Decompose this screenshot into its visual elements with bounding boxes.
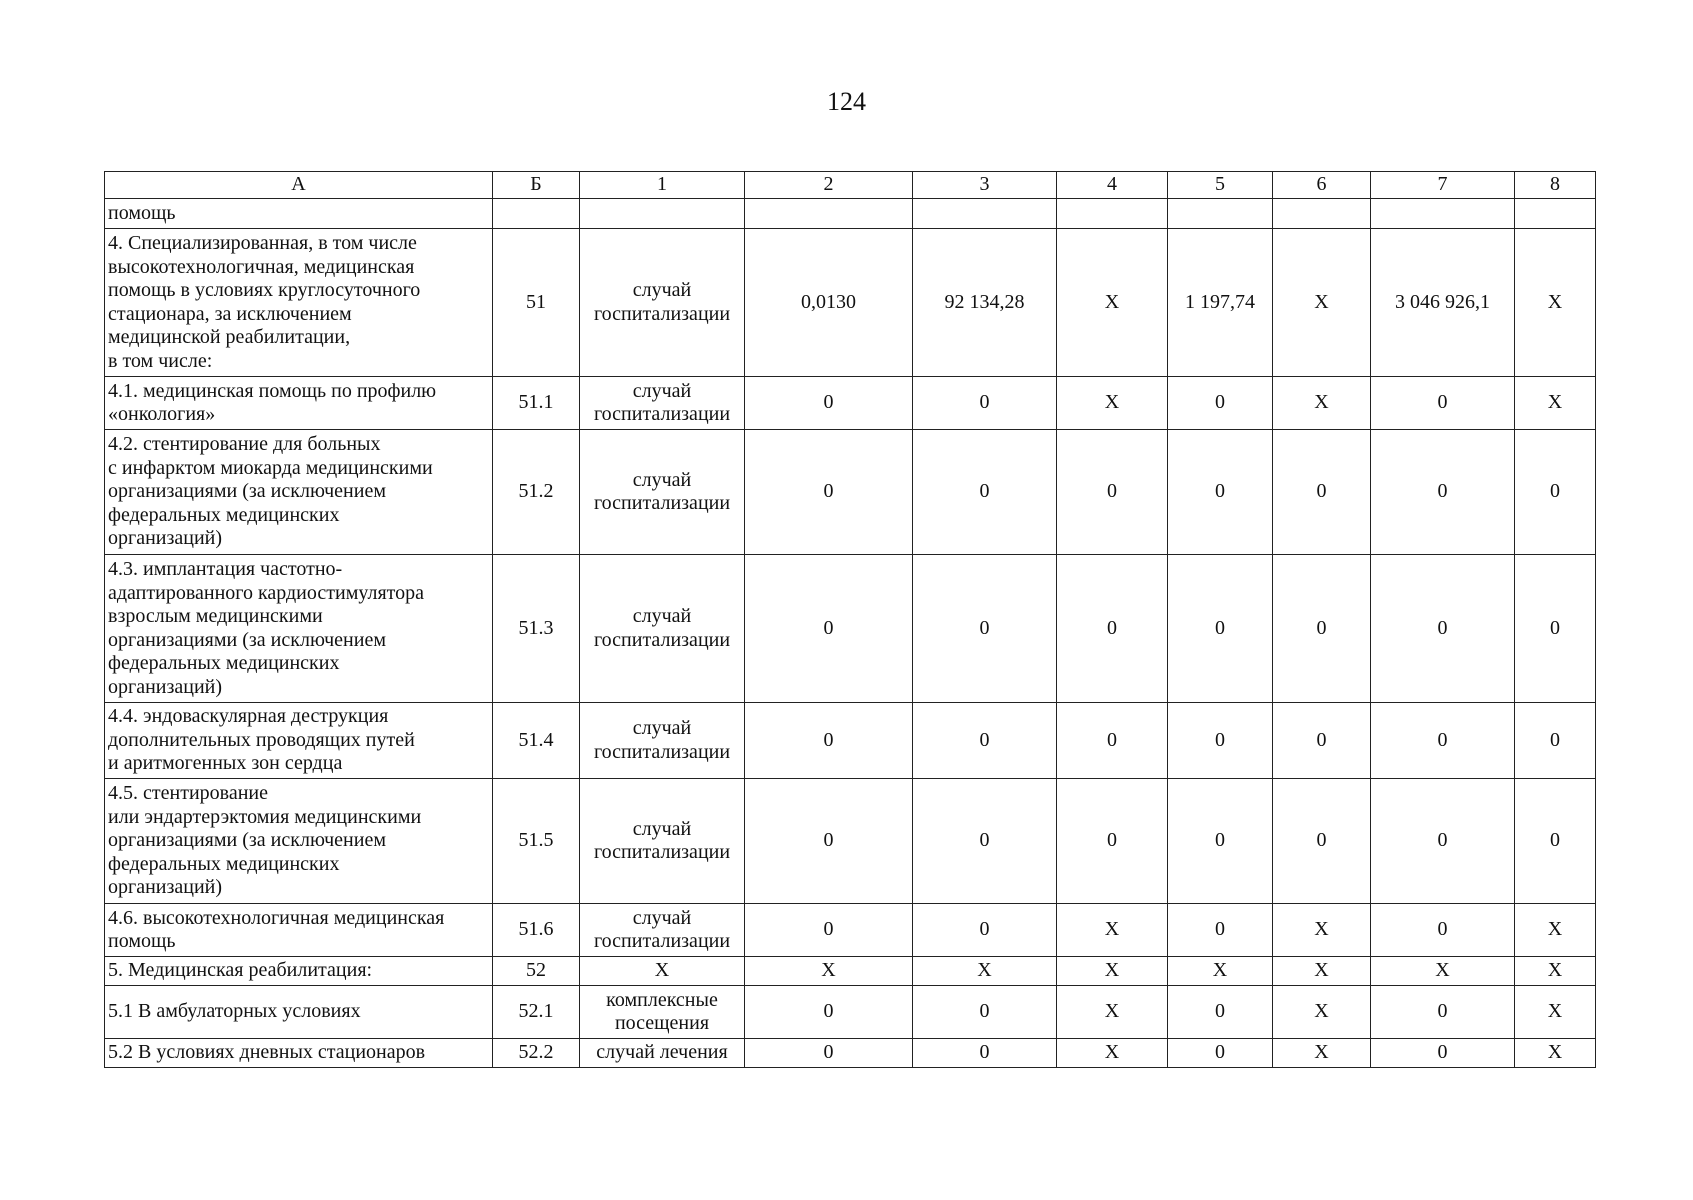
value-cell-4: 0 — [1057, 703, 1168, 779]
table-row — [105, 1039, 1596, 1068]
row-name-cell: 5.2 В условиях дневных стационаров — [105, 1039, 493, 1068]
table-row — [105, 904, 1596, 957]
value-cell-7: 0 — [1371, 1039, 1515, 1068]
value-cell-3: X — [913, 957, 1057, 986]
value-cell-5: 0 — [1168, 904, 1273, 957]
table-row — [105, 377, 1596, 430]
value-cell-8: 0 — [1515, 703, 1596, 779]
table-row — [105, 555, 1596, 703]
row-unit-cell: случай госпитализации — [580, 430, 745, 555]
table-row — [105, 957, 1596, 986]
value-cell-7: 0 — [1371, 904, 1515, 957]
table-header-row — [105, 172, 1596, 199]
row-code-cell: 52.2 — [493, 1039, 580, 1068]
value-cell-4: X — [1057, 904, 1168, 957]
row-name-cell: 4.4. эндоваскулярная деструкция дополнительных проводящих путей и аритмогенных зон сердца — [105, 703, 493, 779]
empty-cell — [493, 199, 580, 229]
table-row — [105, 703, 1596, 779]
row-name-cell: помощь — [105, 199, 493, 229]
value-cell-7: 0 — [1371, 986, 1515, 1039]
value-cell-6: X — [1273, 377, 1371, 430]
row-unit-cell: случай госпитализации — [580, 229, 745, 377]
value-cell-3: 0 — [913, 377, 1057, 430]
value-cell-5: 0 — [1168, 377, 1273, 430]
value-cell-6: X — [1273, 229, 1371, 377]
value-cell-2: 0 — [745, 430, 913, 555]
value-cell-6: 0 — [1273, 703, 1371, 779]
value-cell-7: 0 — [1371, 779, 1515, 904]
empty-cell — [1515, 199, 1596, 229]
table-row — [105, 986, 1596, 1039]
value-cell-3: 0 — [913, 904, 1057, 957]
header-cell-1: 1 — [580, 172, 745, 199]
header-cell-5: 5 — [1168, 172, 1273, 199]
value-cell-7: X — [1371, 957, 1515, 986]
header-cell-a: А — [105, 172, 493, 199]
value-cell-2: X — [745, 957, 913, 986]
value-cell-5: 0 — [1168, 430, 1273, 555]
value-cell-8: 0 — [1515, 555, 1596, 703]
row-name-cell: 4. Специализированная, в том числе высокотехнологичная, медицинская помощь в условиях круглосуточного стационара, за исключением медицинской реабилитации, в том числе: — [105, 229, 493, 377]
value-cell-6: X — [1273, 957, 1371, 986]
table-row — [105, 779, 1596, 904]
value-cell-6: X — [1273, 904, 1371, 957]
row-name-cell: 4.3. имплантация частотно- адаптированного кардиостимулятора взрослым медицинскими организациями (за исключением федеральных медицинских организаций) — [105, 555, 493, 703]
value-cell-5: 1 197,74 — [1168, 229, 1273, 377]
header-cell-4: 4 — [1057, 172, 1168, 199]
value-cell-2: 0 — [745, 986, 913, 1039]
empty-cell — [1168, 199, 1273, 229]
row-code-cell: 52.1 — [493, 986, 580, 1039]
table-row-continuation — [105, 199, 1596, 229]
value-cell-3: 0 — [913, 703, 1057, 779]
value-cell-7: 0 — [1371, 555, 1515, 703]
value-cell-8: 0 — [1515, 779, 1596, 904]
empty-cell — [580, 199, 745, 229]
value-cell-4: 0 — [1057, 555, 1168, 703]
row-code-cell: 52 — [493, 957, 580, 986]
value-cell-4: X — [1057, 986, 1168, 1039]
value-cell-6: 0 — [1273, 779, 1371, 904]
value-cell-6: X — [1273, 1039, 1371, 1068]
value-cell-6: 0 — [1273, 555, 1371, 703]
value-cell-8: X — [1515, 986, 1596, 1039]
value-cell-4: X — [1057, 229, 1168, 377]
value-cell-6: X — [1273, 986, 1371, 1039]
header-cell-b: Б — [493, 172, 580, 199]
header-cell-3: 3 — [913, 172, 1057, 199]
value-cell-2: 0 — [745, 1039, 913, 1068]
value-cell-4: 0 — [1057, 779, 1168, 904]
row-code-cell: 51.3 — [493, 555, 580, 703]
row-unit-cell: случай госпитализации — [580, 779, 745, 904]
value-cell-8: 0 — [1515, 430, 1596, 555]
value-cell-8: X — [1515, 377, 1596, 430]
value-cell-2: 0 — [745, 779, 913, 904]
header-cell-8: 8 — [1515, 172, 1596, 199]
empty-cell — [1057, 199, 1168, 229]
value-cell-7: 0 — [1371, 377, 1515, 430]
value-cell-8: X — [1515, 1039, 1596, 1068]
value-cell-3: 92 134,28 — [913, 229, 1057, 377]
value-cell-3: 0 — [913, 430, 1057, 555]
row-unit-cell: комплексные посещения — [580, 986, 745, 1039]
row-name-cell: 4.2. стентирование для больных с инфарктом миокарда медицинскими организациями (за исключением федеральных медицинских организаций) — [105, 430, 493, 555]
value-cell-5: 0 — [1168, 555, 1273, 703]
row-unit-cell: случай госпитализации — [580, 377, 745, 430]
value-cell-7: 0 — [1371, 703, 1515, 779]
row-name-cell: 4.1. медицинская помощь по профилю «онкология» — [105, 377, 493, 430]
header-cell-2: 2 — [745, 172, 913, 199]
row-code-cell: 51 — [493, 229, 580, 377]
value-cell-2: 0 — [745, 555, 913, 703]
table-row — [105, 430, 1596, 555]
row-name-cell: 4.5. стентирование или эндартерэктомия медицинскими организациями (за исключением федеральных медицинских организаций) — [105, 779, 493, 904]
value-cell-2: 0 — [745, 904, 913, 957]
value-cell-4: X — [1057, 957, 1168, 986]
row-code-cell: 51.5 — [493, 779, 580, 904]
value-cell-5: 0 — [1168, 1039, 1273, 1068]
value-cell-8: X — [1515, 229, 1596, 377]
data-table — [104, 171, 1596, 1068]
table-row — [105, 229, 1596, 377]
page-number: 124 — [827, 87, 866, 116]
value-cell-3: 0 — [913, 779, 1057, 904]
row-unit-cell: случай госпитализации — [580, 555, 745, 703]
row-code-cell: 51.4 — [493, 703, 580, 779]
row-unit-cell: случай госпитализации — [580, 904, 745, 957]
row-unit-cell: X — [580, 957, 745, 986]
value-cell-5: 0 — [1168, 703, 1273, 779]
value-cell-6: 0 — [1273, 430, 1371, 555]
row-name-cell: 5.1 В амбулаторных условиях — [105, 986, 493, 1039]
value-cell-7: 3 046 926,1 — [1371, 229, 1515, 377]
row-code-cell: 51.1 — [493, 377, 580, 430]
value-cell-4: 0 — [1057, 430, 1168, 555]
row-name-cell: 5. Медицинская реабилитация: — [105, 957, 493, 986]
empty-cell — [745, 199, 913, 229]
row-unit-cell: случай госпитализации — [580, 703, 745, 779]
value-cell-5: 0 — [1168, 779, 1273, 904]
value-cell-2: 0 — [745, 377, 913, 430]
row-name-cell: 4.6. высокотехнологичная медицинская помощь — [105, 904, 493, 957]
header-cell-6: 6 — [1273, 172, 1371, 199]
value-cell-4: X — [1057, 377, 1168, 430]
header-cell-7: 7 — [1371, 172, 1515, 199]
value-cell-5: X — [1168, 957, 1273, 986]
value-cell-2: 0,0130 — [745, 229, 913, 377]
row-code-cell: 51.2 — [493, 430, 580, 555]
value-cell-2: 0 — [745, 703, 913, 779]
empty-cell — [1371, 199, 1515, 229]
value-cell-8: X — [1515, 957, 1596, 986]
empty-cell — [1273, 199, 1371, 229]
value-cell-3: 0 — [913, 555, 1057, 703]
row-unit-cell: случай лечения — [580, 1039, 745, 1068]
value-cell-8: X — [1515, 904, 1596, 957]
value-cell-4: X — [1057, 1039, 1168, 1068]
value-cell-5: 0 — [1168, 986, 1273, 1039]
value-cell-7: 0 — [1371, 430, 1515, 555]
value-cell-3: 0 — [913, 1039, 1057, 1068]
empty-cell — [913, 199, 1057, 229]
value-cell-3: 0 — [913, 986, 1057, 1039]
row-code-cell: 51.6 — [493, 904, 580, 957]
